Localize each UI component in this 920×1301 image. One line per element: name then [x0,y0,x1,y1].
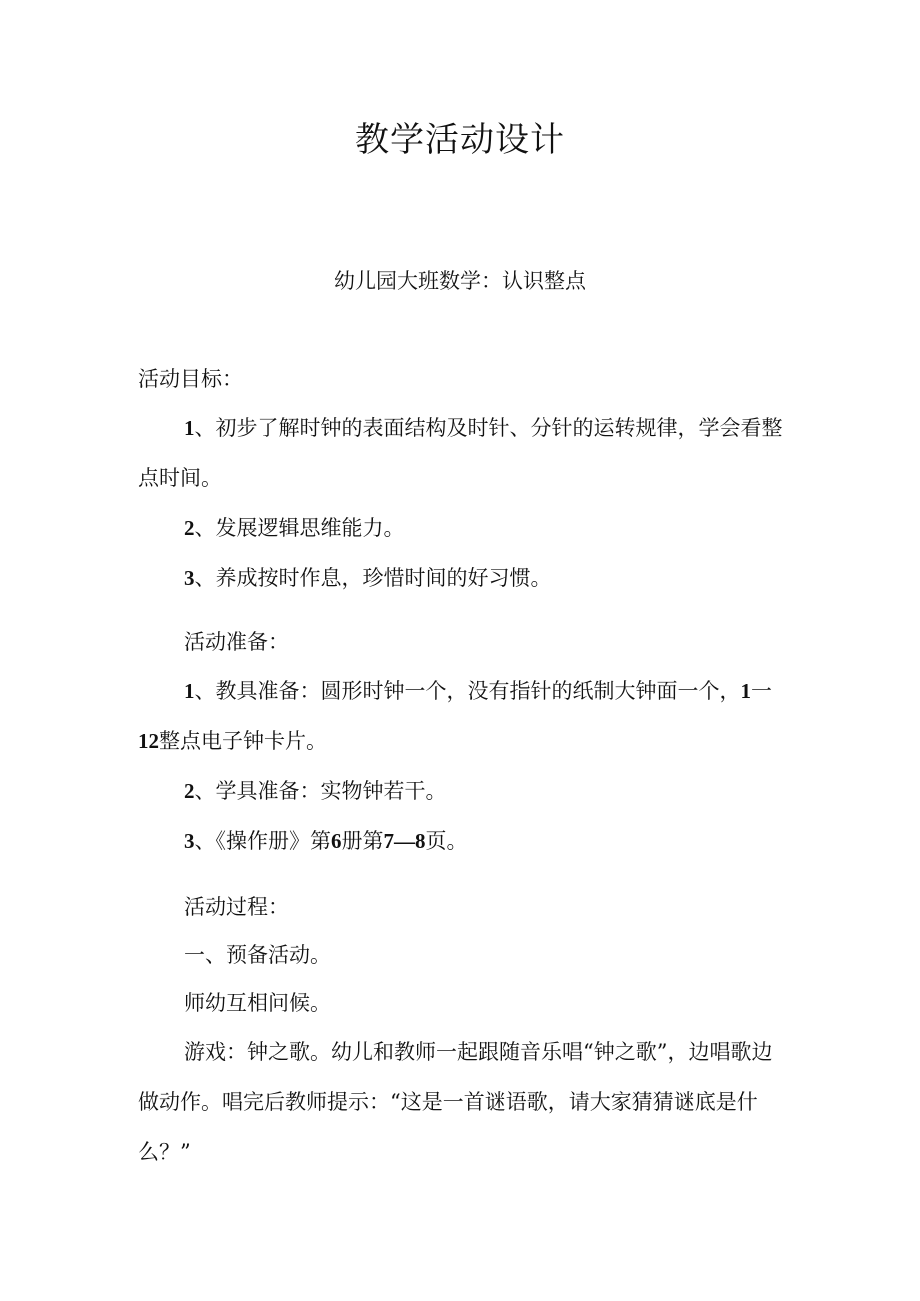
goal-item-2 [184,512,405,544]
preparation-item-1-dash: 一 [751,679,772,703]
process-greeting: 师幼互相问候。 [184,991,331,1015]
preparation-item-3-number: 3 [184,829,195,853]
goal-item-3-text: 、养成按时作息，珍惜时间的好习惯。 [194,566,552,590]
process-game: 游戏：钟之歌。幼儿和教师一起跟随音乐唱“钟之歌”，边唱歌边做动作。唱完后教师提示：“这是一首谜语歌，请大家猜猜谜底是什么？” [138,1040,773,1164]
preparation-heading: 活动准备： [184,630,289,654]
goal-item-2-text: 、发展逻辑思维能力。 [194,516,405,540]
goals-heading: 活动目标： [138,367,243,391]
preparation-item-3-text-a: 、《操作册》第 [194,829,331,853]
process-heading: 活动过程： [184,895,289,919]
preparation-item-3-volume: 6 [331,829,342,853]
preparation-item-1-text-b: 整点电子钟卡片。 [159,729,327,753]
goal-item-2-number: 2 [184,516,195,540]
goal-item-3-number: 3 [184,566,195,590]
preparation-item-1-range-end: 12 [138,729,159,753]
preparation-item-1 [138,666,788,766]
goal-item-3 [184,562,552,594]
preparation-item-2-text: 、学具准备：实物钟若干。 [194,779,447,803]
preparation-item-1-number: 1 [184,679,195,703]
document-subtitle: 幼儿园大班数学：认识整点 [334,269,586,293]
preparation-item-3 [184,825,468,857]
preparation-item-3-pages: 7—8 [383,829,426,853]
goal-item-1-text: 、初步了解时钟的表面结构及时针、分针的运转规律，学会看整点时间。 [138,416,783,490]
goal-item-1-number: 1 [184,416,195,440]
goal-item-1 [138,403,788,503]
preparation-item-3-text-b: 册第 [341,829,384,853]
preparation-item-3-text-c: 页。 [425,829,468,853]
preparation-item-1-range-start: 1 [740,679,751,703]
document-title: 教学活动设计 [355,120,565,160]
preparation-item-2 [184,775,447,807]
process-step-1: 一、预备活动。 [184,943,331,967]
preparation-item-1-text-a: 、教具准备：圆形时钟一个，没有指针的纸制大钟面一个， [194,679,741,703]
preparation-item-2-number: 2 [184,779,195,803]
